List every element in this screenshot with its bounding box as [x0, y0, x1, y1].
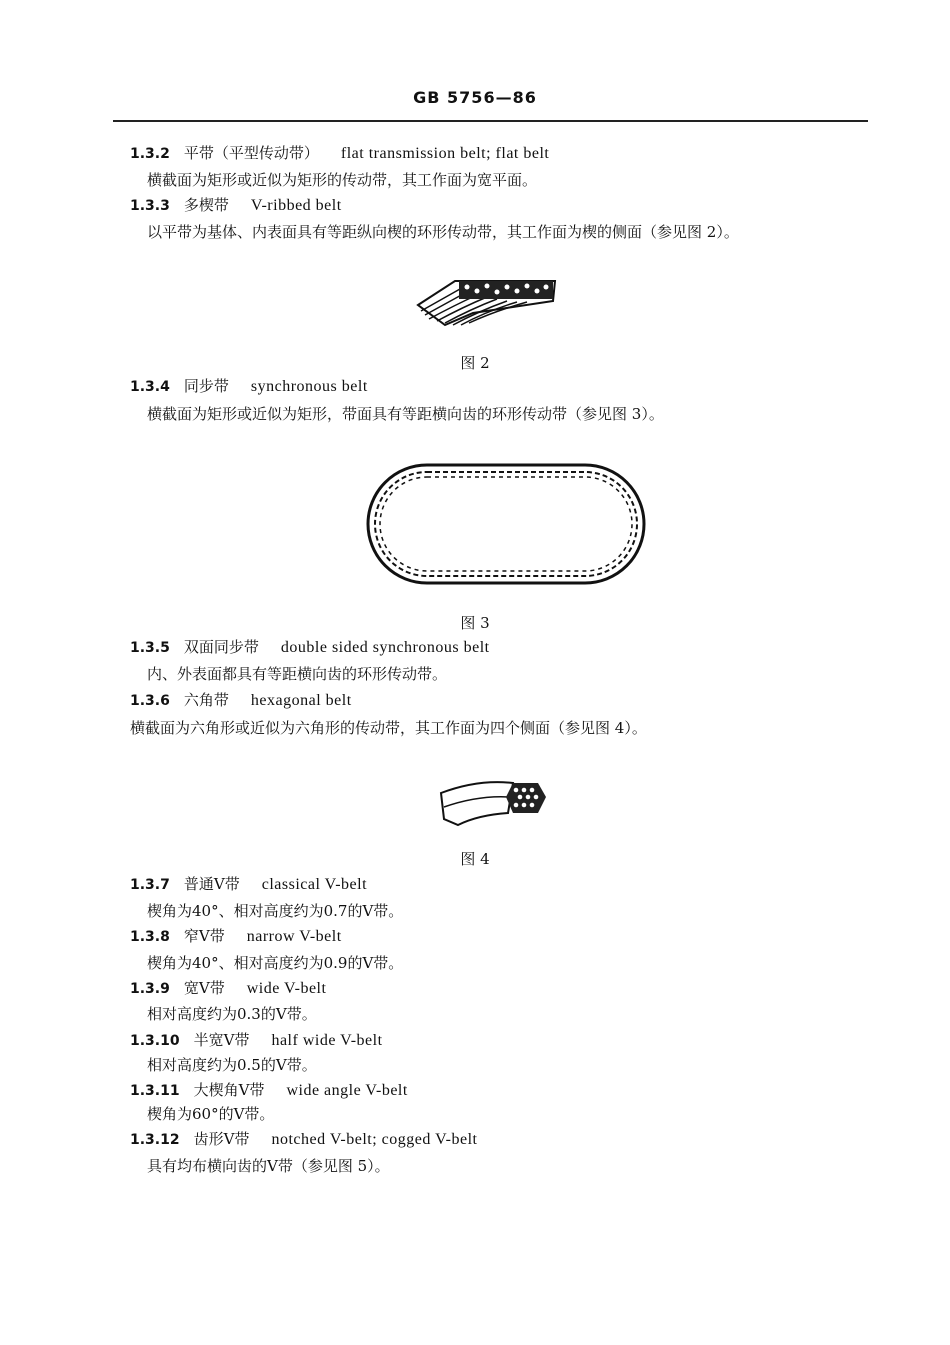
entry-term-zh: 多楔带: [183, 196, 229, 214]
entry-number: 1.3.3: [130, 198, 170, 214]
entry-term-en: wide angle V-belt: [286, 1082, 408, 1099]
entry-term: [130, 874, 367, 895]
entry-definition: 内、外表面都具有等距横向齿的环形传动带。: [147, 665, 448, 683]
entry-number: 1.3.9: [130, 981, 170, 997]
entry-term-en: classical V-belt: [261, 876, 368, 893]
entry-term-zh: 齿形V带: [193, 1130, 250, 1148]
entry-number: 1.3.7: [130, 877, 170, 893]
entry-term-zh: 同步带: [183, 377, 229, 395]
entry-term: [130, 637, 490, 658]
entry-definition: 相对高度约为0.3的V带。: [147, 1005, 317, 1023]
hexagonal-belt-figure: [438, 775, 550, 830]
entry-term-zh: 窄V带: [183, 927, 225, 945]
figure-caption: 图 3: [460, 614, 490, 632]
entry-number: 1.3.6: [130, 693, 170, 709]
entry-definition: 楔角为40°、相对高度约为0.9的V带。: [147, 954, 404, 972]
entry-term-zh: 宽V带: [183, 979, 225, 997]
entry-term: [130, 978, 326, 999]
entry-definition: 横截面为矩形或近似为矩形的传动带，其工作面为宽平面。: [147, 171, 538, 189]
entry-term-en: hexagonal belt: [250, 692, 352, 709]
entry-definition: 横截面为六角形或近似为六角形的传动带，其工作面为四个侧面（参见图 4）。: [130, 719, 647, 737]
entry-term: [130, 1080, 408, 1101]
entry-definition: 横截面为矩形或近似为矩形，带面具有等距横向齿的环形传动带（参见图 3）。: [147, 405, 664, 423]
entry-term-zh: 大楔角V带: [193, 1081, 265, 1099]
entry-term-en: V-ribbed belt: [250, 197, 342, 214]
entry-number: 1.3.2: [130, 146, 170, 162]
entry-term-en: synchronous belt: [250, 378, 368, 395]
entry-term-en: flat transmission belt; flat belt: [340, 145, 550, 162]
entry-number: 1.3.10: [130, 1033, 180, 1049]
entry-term-en: double sided synchronous belt: [280, 639, 490, 656]
entry-definition: 相对高度约为0.5的V带。: [147, 1056, 317, 1074]
entry-term-zh: 双面同步带: [183, 638, 259, 656]
document-header: GB 5756—86: [413, 88, 537, 107]
entry-term-en: wide V-belt: [246, 980, 327, 997]
entry-number: 1.3.12: [130, 1132, 180, 1148]
v-ribbed-belt-figure: [415, 275, 560, 330]
synchronous-belt-figure: [365, 462, 647, 586]
entry-term: [130, 195, 342, 216]
entry-term-zh: 平带（平型传动带）: [183, 144, 319, 162]
entry-number: 1.3.8: [130, 929, 170, 945]
entry-term: [130, 376, 368, 397]
entry-definition: 以平带为基体、内表面具有等距纵向楔的环形传动带，其工作面为楔的侧面（参见图 2）。: [147, 223, 739, 241]
entry-term-zh: 半宽V带: [193, 1031, 250, 1049]
entry-number: 1.3.11: [130, 1083, 180, 1099]
entry-definition: 楔角为40°、相对高度约为0.7的V带。: [147, 902, 404, 920]
entry-term-zh: 六角带: [183, 691, 229, 709]
figure-caption: 图 4: [460, 850, 490, 868]
entry-number: 1.3.4: [130, 379, 170, 395]
entry-definition: 具有均布横向齿的V带（参见图 5）。: [147, 1157, 390, 1175]
entry-term: [130, 1030, 383, 1051]
entry-definition: 楔角为60°的V带。: [147, 1105, 275, 1123]
entry-term: [130, 143, 549, 164]
entry-term: [130, 926, 342, 947]
entry-term-zh: 普通V带: [183, 875, 240, 893]
entry-term: [130, 690, 352, 711]
figure-caption: 图 2: [460, 354, 490, 372]
entry-term-en: narrow V-belt: [246, 928, 342, 945]
entry-term-en: notched V-belt; cogged V-belt: [271, 1131, 478, 1148]
entry-term: [130, 1129, 477, 1150]
header-rule: [113, 120, 868, 122]
entry-number: 1.3.5: [130, 640, 170, 656]
entry-term-en: half wide V-belt: [271, 1032, 383, 1049]
